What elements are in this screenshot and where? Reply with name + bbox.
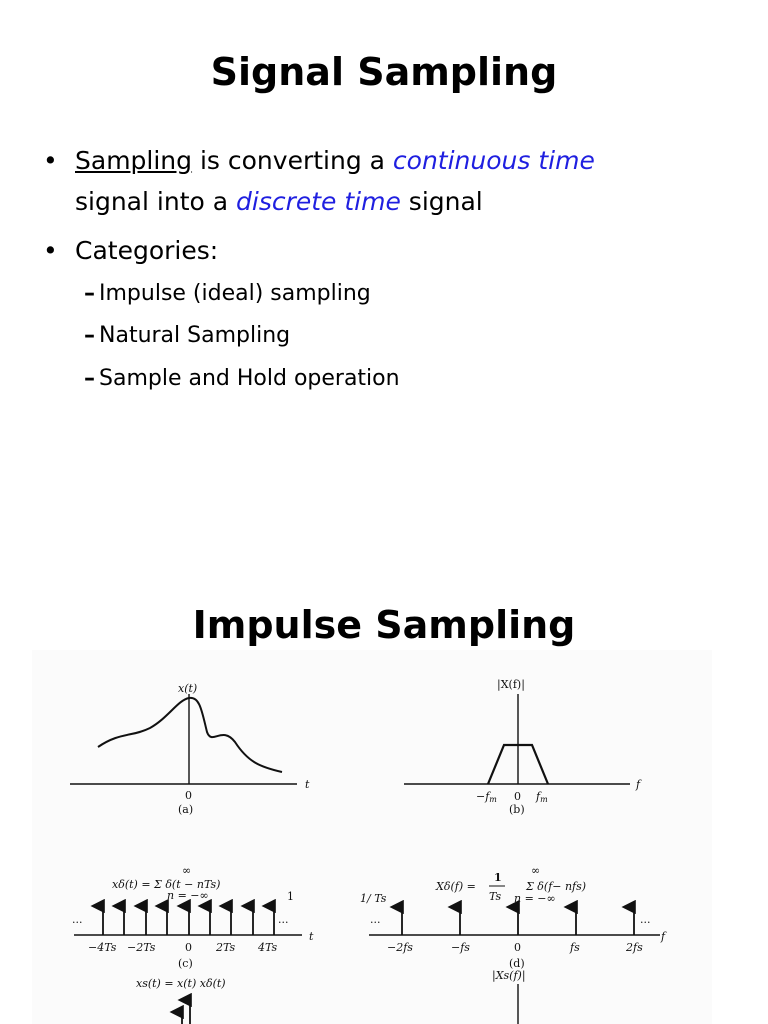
panel-c-tick: 0 [185, 941, 192, 954]
panel-b-ylabel: |X(f)| [497, 678, 525, 691]
slide-title: Signal Sampling [210, 50, 558, 94]
panel-d-frac-num: 1 [494, 871, 502, 884]
panel-d-impulses [402, 907, 634, 935]
panel-d-tick: 2fs [626, 941, 643, 954]
panel-b-caption: (b) [509, 803, 525, 816]
dash-icon: – [84, 323, 95, 348]
bullet-categories [43, 230, 219, 271]
panel-c-tick: 4Ts [258, 941, 278, 954]
panel-c-sum-top: ∞ [182, 864, 192, 877]
panel-d-sum-bottom: n = −∞ [514, 892, 556, 905]
panel-d-caption: (d) [509, 957, 525, 970]
panel-a-xlabel: t [305, 778, 310, 791]
panel-a [70, 682, 310, 816]
bullet-text: is converting a [192, 146, 393, 175]
term-sampling: Sampling [75, 146, 193, 175]
panel-d-tick: 0 [514, 941, 521, 954]
term-discrete-time: discrete time [236, 187, 401, 216]
panel-d-dots-left: ··· [370, 916, 381, 929]
panel-c-dots-right: ··· [278, 916, 289, 929]
panel-b-xlabel: f [636, 778, 641, 791]
panel-d-tick: −fs [451, 941, 470, 954]
sub-item-label: Sample and Hold operation [99, 366, 400, 391]
sub-item-impulse [84, 281, 371, 306]
term-continuous-time: continuous time [392, 146, 595, 175]
panel-a-ylabel: x(t) [178, 682, 198, 695]
bullet-text: signal [400, 187, 483, 216]
panel-c-tick: −2Ts [127, 941, 156, 954]
panel-f-ylabel: |Xs(f)| [492, 969, 526, 982]
slide-title: Impulse Sampling [192, 603, 576, 647]
panel-d-tick: fs [570, 941, 580, 954]
panel-c-equation: xδ(t) = Σ δ(t − nTs) [112, 878, 221, 891]
panel-d [360, 864, 667, 970]
figure-svg [32, 650, 712, 1024]
dash-icon: – [84, 366, 95, 391]
panel-c-sum-bottom: n = −∞ [167, 889, 209, 902]
panel-b-tick: 0 [514, 790, 521, 803]
panel-c-height-label: 1 [287, 890, 294, 903]
panel-c-tick: −4Ts [88, 941, 117, 954]
sub-item-label: Impulse (ideal) sampling [99, 281, 371, 306]
dash-icon: – [84, 281, 95, 306]
slide-signal-sampling [0, 0, 768, 500]
panel-b-tick: −fm [476, 790, 497, 804]
panel-c-tick: 2Ts [216, 941, 236, 954]
panel-a-signal-curve [98, 698, 282, 772]
panel-e [136, 977, 226, 1024]
bullet-sampling-definition [43, 140, 715, 222]
panel-c-caption: (c) [178, 957, 193, 970]
panel-c-dots-left: ··· [72, 916, 83, 929]
slide-impulse-sampling [0, 520, 768, 1024]
panel-b-tick: fm [536, 790, 548, 804]
panel-d-frac-den: Ts [489, 890, 502, 903]
panel-c [72, 864, 314, 970]
panel-a-origin: 0 [185, 789, 192, 802]
bullet-text: Categories: [75, 236, 219, 265]
panel-f [492, 969, 526, 1024]
panel-d-sum-top: ∞ [531, 864, 541, 877]
panel-d-height-label: 1/ Ts [360, 892, 387, 905]
panel-e-equation: xs(t) = x(t) xδ(t) [136, 977, 226, 990]
panel-a-caption: (a) [178, 803, 194, 816]
sub-item-sample-hold [84, 366, 400, 391]
panel-c-impulses [103, 906, 274, 935]
sub-item-label: Natural Sampling [99, 323, 291, 348]
impulse-sampling-figure [32, 650, 712, 1024]
panel-d-equation: Xδ(f) = [436, 880, 476, 893]
panel-c-xlabel: t [309, 930, 314, 943]
panel-d-xlabel: f [661, 930, 666, 943]
panel-d-sum: Σ δ(f− nfs) [526, 880, 587, 893]
bullet-text: signal into a [75, 187, 236, 216]
panel-b [404, 678, 642, 816]
panel-d-dots-right: ··· [640, 916, 651, 929]
panel-d-tick: −2fs [387, 941, 413, 954]
bullet-dot-icon: • [43, 146, 58, 175]
sub-item-natural [84, 323, 290, 348]
bullet-dot-icon: • [43, 236, 58, 265]
